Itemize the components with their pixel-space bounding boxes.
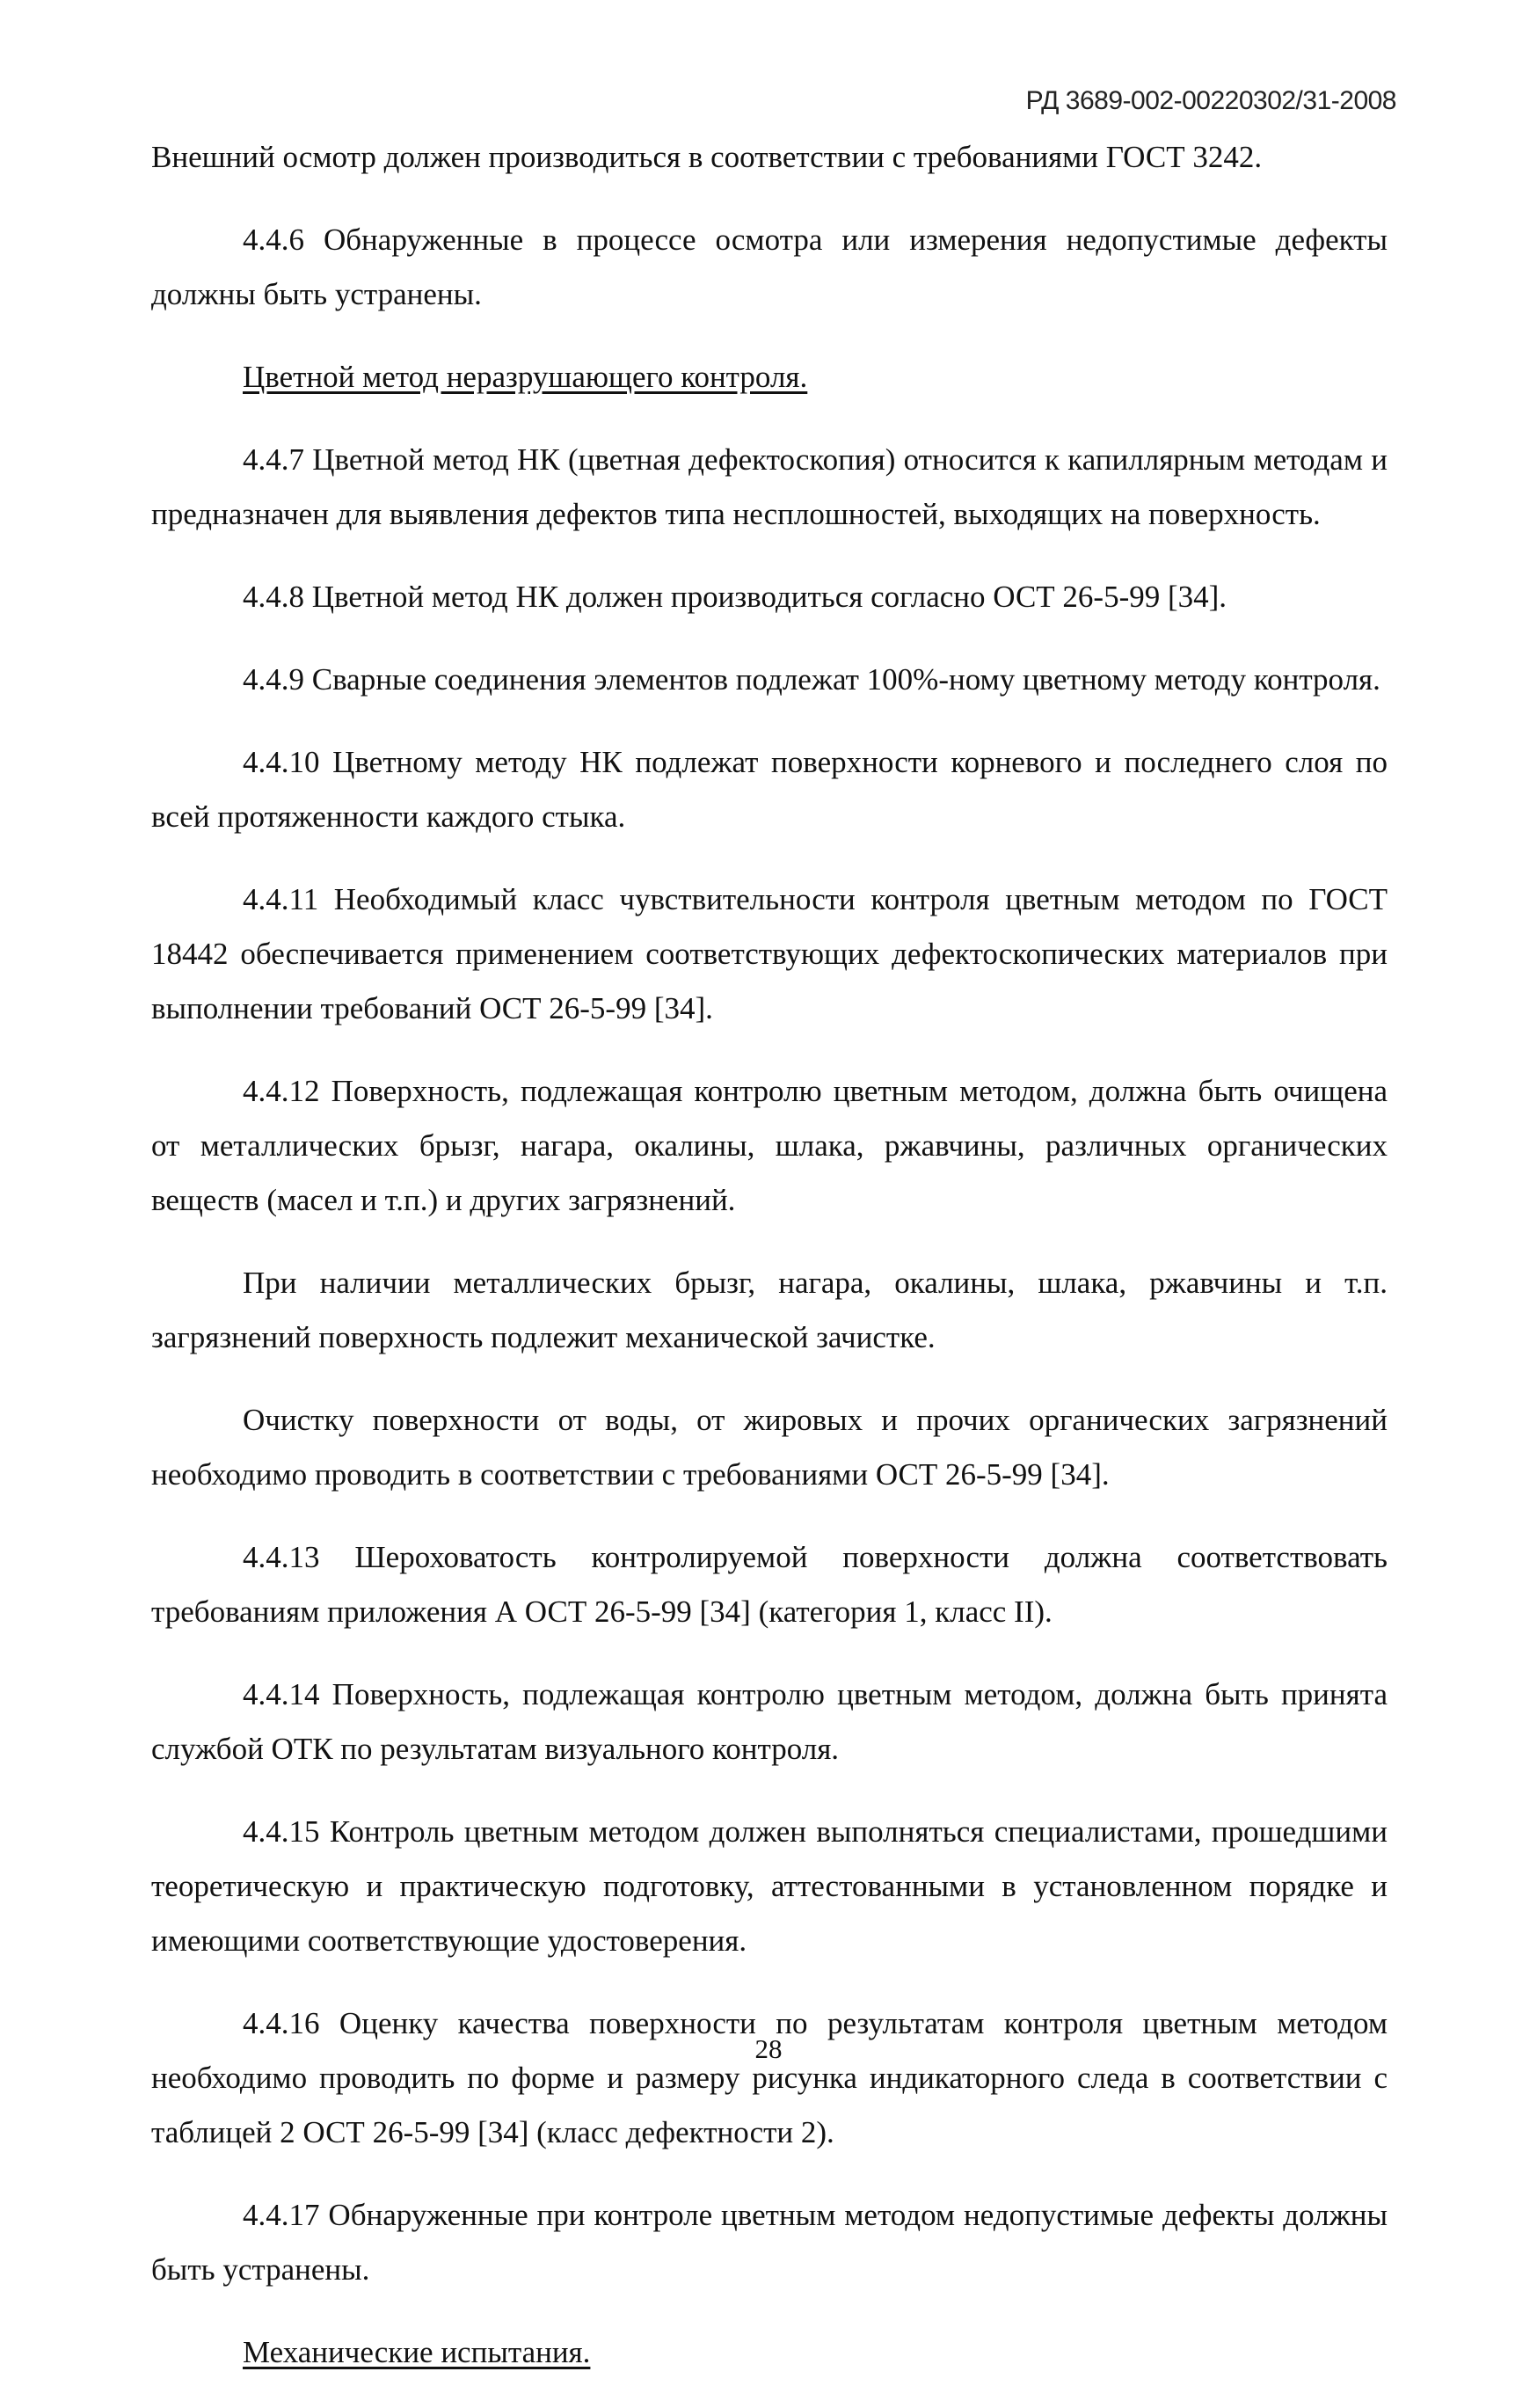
document-code-header: РД 3689-002-00220302/31-2008 [1025,86,1396,115]
paragraph-4-4-11: 4.4.11 Необходимый класс чувствительности контроля цветным методом по ГОСТ 18442 обеспечивается применением соответствующих дефектоскопических материалов при выполнении требований ОСТ 26-5-99 [34]. [151,882,1388,1025]
paragraph-surface-cleaning: Очистку поверхности от воды, от жировых и прочих органических загрязнений необходимо проводить в соответствии с требованиями ОСТ 26-5-99 [34]. [151,1403,1388,1492]
paragraph-4-4-13: 4.4.13 Шероховатость контролируемой поверхности должна соответствовать требованиям приложения А ОСТ 26-5-99 [34] (категория 1, класс II). [151,1540,1388,1629]
paragraph-4-4-14: 4.4.14 Поверхность, подлежащая контролю цветным методом, должна быть принята службой ОТК по результатам визуального контроля. [151,1677,1388,1766]
paragraph-4-4-12: 4.4.12 Поверхность, подлежащая контролю цветным методом, должна быть очищена от металлических брызг, нагара, окалины, шлака, ржавчины, различных органических веществ (масел и т.п.) и других загрязнений. [151,1074,1388,1217]
section-heading-color-method: Цветной метод неразрушающего контроля. [243,360,808,394]
paragraph-4-4-8: 4.4.8 Цветной метод НК должен производиться согласно ОСТ 26-5-99 [34]. [243,580,1227,614]
paragraph-4-4-9: 4.4.9 Сварные соединения элементов подлежат 100%-ному цветному методу контроля. [243,662,1380,697]
paragraph-external-inspection [151,130,1388,185]
paragraph-4-4-7: 4.4.7 Цветной метод НК (цветная дефектоскопия) относится к капиллярным методам и предназначен для выявления дефектов типа несплошностей, выходящих на поверхность. [151,442,1388,531]
page-number: 28 [754,2033,783,2064]
paragraph-4-4-6: 4.4.6 Обнаруженные в процессе осмотра или измерения недопустимые дефекты должны быть устранены. [151,223,1388,311]
paragraph-4-4-10: 4.4.10 Цветному методу НК подлежат поверхности корневого и последнего слоя по всей протяженности каждого стыка. [151,745,1388,834]
paragraph-4-4-17: 4.4.17 Обнаруженные при контроле цветным методом недопустимые дефекты должны быть устранены. [151,2198,1388,2287]
paragraph-text: Внешний осмотр должен производиться в соответствии с требованиями ГОСТ 3242. [151,140,1263,174]
paragraph-4-4-16: 4.4.16 Оценку качества поверхности по результатам контроля цветным методом необходимо проводить по форме и размеру рисунка индикаторного следа в соответствии с таблицей 2 ОСТ 26-5-99 [34] (класс дефектности 2). [151,2006,1388,2149]
paragraph-4-4-15: 4.4.15 Контроль цветным методом должен выполняться специалистами, прошедшими теоретическую и практическую подготовку, аттестованными в установленном порядке и имеющими соответствующие удостоверения. [151,1814,1388,1958]
document-body [151,130,1388,2408]
paragraph-mechanical-cleaning: При наличии металлических брызг, нагара, окалины, шлака, ржавчины и т.п. загрязнений поверхность подлежит механической зачистке. [151,1266,1388,1354]
section-heading-mechanical-tests: Механические испытания. [243,2335,591,2369]
